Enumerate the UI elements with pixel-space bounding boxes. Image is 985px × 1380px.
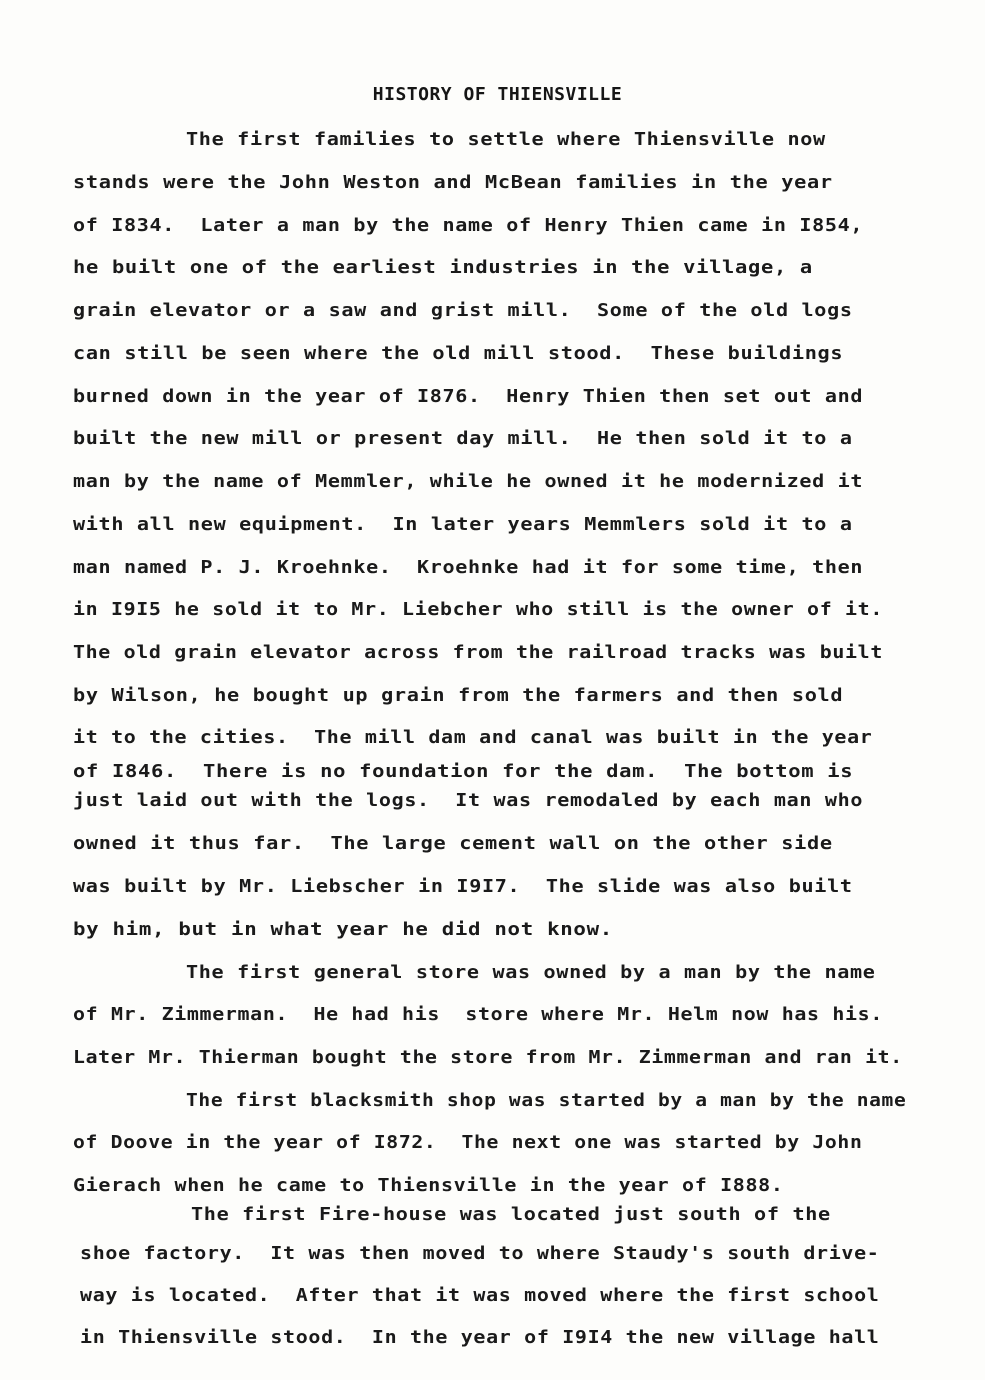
text-line: with all new equipment. In later years Memmlers sold it to a bbox=[73, 514, 853, 535]
text-line: The old grain elevator across from the railroad tracks was built bbox=[73, 642, 883, 663]
text-line: The first families to settle where Thiensville now bbox=[186, 129, 826, 150]
text-line: of I834. Later a man by the name of Henry Thien came in I854, bbox=[73, 215, 864, 236]
text-line: can still be seen where the old mill stood. These buildings bbox=[73, 343, 844, 364]
text-line: man by the name of Memmler, while he owned it he modernized it bbox=[73, 471, 864, 492]
text-line: it to the cities. The mill dam and canal was built in the year bbox=[73, 727, 873, 748]
text-line: by him, but in what year he did not know. bbox=[73, 919, 613, 940]
text-line: grain elevator or a saw and grist mill. Some of the old logs bbox=[73, 300, 853, 321]
text-line: stands were the John Weston and McBean families in the year bbox=[73, 172, 833, 193]
document-title: HISTORY OF THIENSVILLE bbox=[372, 84, 623, 105]
text-line: man named P. J. Kroehnke. Kroehnke had it for some time, then bbox=[73, 557, 864, 578]
text-line: Later Mr. Thierman bought the store from Mr. Zimmerman and ran it. bbox=[73, 1047, 903, 1068]
text-line: shoe factory. It was then moved to where Staudy's south drive- bbox=[80, 1243, 880, 1264]
text-line: was built by Mr. Liebscher in I9I7. The slide was also built bbox=[73, 876, 853, 897]
text-line: owned it thus far. The large cement wall on the other side bbox=[73, 833, 833, 854]
text-line: of Doove in the year of I872. The next one was started by John bbox=[73, 1132, 863, 1153]
text-line: he built one of the earliest industries in the village, a bbox=[73, 257, 813, 278]
text-line: way is located. After that it was moved where the first school bbox=[80, 1285, 880, 1306]
text-line: The first Fire-house was located just south of the bbox=[191, 1204, 831, 1225]
text-line: of Mr. Zimmerman. He had his store where Mr. Helm now has his. bbox=[73, 1004, 883, 1025]
text-line: just laid out with the logs. It was remodaled by each man who bbox=[73, 790, 864, 811]
text-line: built the new mill or present day mill. He then sold it to a bbox=[73, 428, 853, 449]
text-line: in I9I5 he sold it to Mr. Liebcher who still is the owner of it. bbox=[73, 599, 883, 620]
text-line: in Thiensville stood. In the year of I9I4 the new village hall bbox=[80, 1327, 880, 1348]
text-line: The first general store was owned by a man by the name bbox=[186, 962, 876, 983]
text-line: by Wilson, he bought up grain from the farmers and then sold bbox=[73, 685, 844, 706]
text-line: Gierach when he came to Thiensville in the year of I888. bbox=[73, 1175, 784, 1196]
text-line: burned down in the year of I876. Henry Thien then set out and bbox=[73, 386, 864, 407]
text-line: of I846. There is no foundation for the dam. The bottom is bbox=[73, 761, 854, 782]
text-line: The first blacksmith shop was started by a man by the name bbox=[186, 1090, 907, 1111]
